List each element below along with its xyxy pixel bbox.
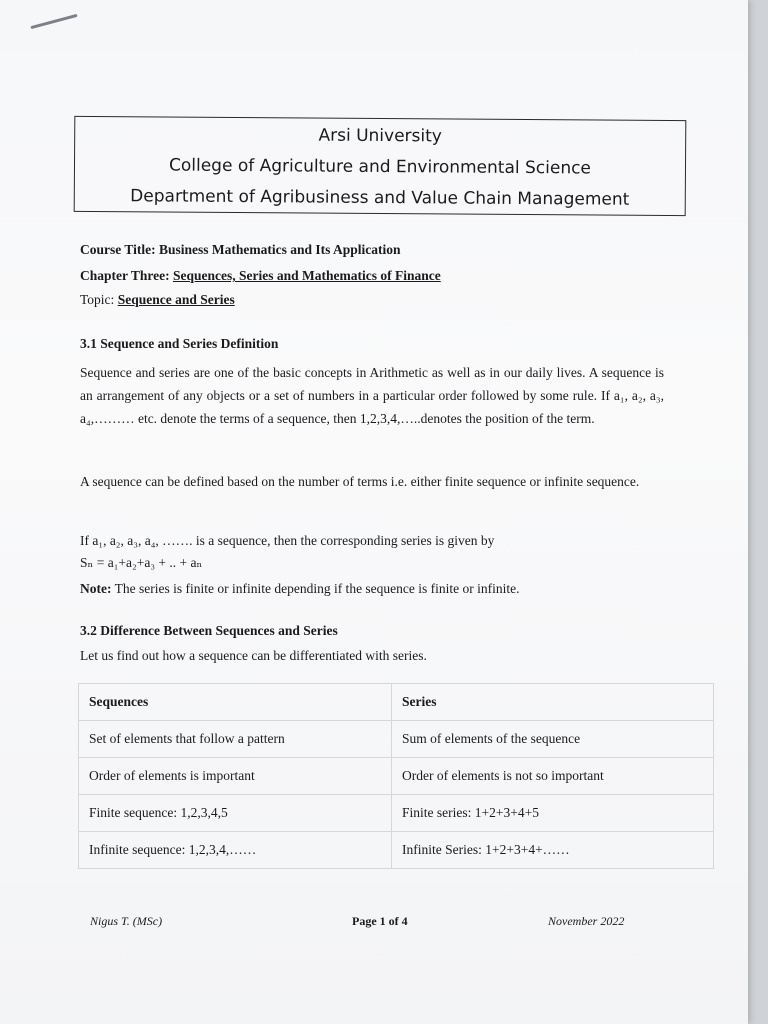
section-1-paragraph-1: Sequence and series are one of the basic concepts in Arithmetic as well as in our daily lives. A sequence is an arrangement of any objects or a set of numbers in a particular order followed by some rule. If a₁, a₂, a₃, a₄,……… etc. denote the terms of a sequence, then 1,2,3,4,…..denotes the position of the term. [80, 365, 664, 426]
topic-label: Topic: [80, 292, 115, 307]
course-title-label: Course Title: [80, 242, 156, 257]
table-row [79, 795, 714, 832]
chapter-line [80, 268, 441, 284]
topic-line [80, 292, 235, 308]
series-formula: Sₙ = a₁+a₂+a₃ + .. + aₙ [80, 555, 203, 570]
note-line [80, 581, 520, 597]
note-label: Note: [80, 581, 112, 596]
section-2-intro: Let us find out how a sequence can be differentiated with series. [80, 648, 427, 663]
table-header-series: Series [392, 684, 714, 721]
table-cell: Order of elements is not so important [392, 758, 714, 795]
course-title-value: Business Mathematics and Its Application [159, 242, 401, 257]
table-header-row [79, 684, 714, 721]
pen-mark [30, 14, 77, 29]
table-cell: Sum of elements of the sequence [392, 721, 714, 758]
table-row [79, 832, 714, 869]
footer-author: Nigus T. (MSc) [90, 914, 163, 928]
section-2-heading: 3.2 Difference Between Sequences and Series [80, 623, 338, 638]
footer-date: November 2022 [548, 914, 625, 928]
header-box [74, 116, 687, 216]
section-1-heading: 3.1 Sequence and Series Definition [80, 336, 279, 351]
chapter-value: Sequences, Series and Mathematics of Finance [173, 268, 441, 283]
college-name: College of Agriculture and Environmental Science [168, 155, 592, 179]
table-cell: Finite series: 1+2+3+4+5 [392, 795, 714, 832]
table-row [79, 758, 714, 795]
course-title-line [80, 242, 401, 258]
section-1-paragraph-2: A sequence can be defined based on the number of terms i.e. either finite sequence or infinite sequence. [80, 474, 640, 489]
table-cell: Set of elements that follow a pattern [79, 721, 392, 758]
table-cell: Finite sequence: 1,2,3,4,5 [79, 795, 392, 832]
series-intro: If a₁, a₂, a₃, a₄, ……. is a sequence, then the corresponding series is given by [80, 533, 495, 548]
university-name: Arsi University [318, 125, 442, 147]
footer-page-number: Page 1 of 4 [352, 914, 408, 928]
table-header-sequences: Sequences [79, 684, 392, 721]
comparison-table [78, 683, 714, 869]
department-name: Department of Agribusiness and Value Chain Management [130, 186, 630, 210]
table-cell: Order of elements is important [79, 758, 392, 795]
chapter-label: Chapter Three: [80, 268, 170, 283]
table-row [79, 721, 714, 758]
topic-value: Sequence and Series [117, 292, 235, 307]
note-text: The series is finite or infinite depending if the sequence is finite or infinite. [114, 581, 520, 596]
table-cell: Infinite sequence: 1,2,3,4,…… [79, 832, 392, 869]
table-cell: Infinite Series: 1+2+3+4+…… [392, 832, 714, 869]
